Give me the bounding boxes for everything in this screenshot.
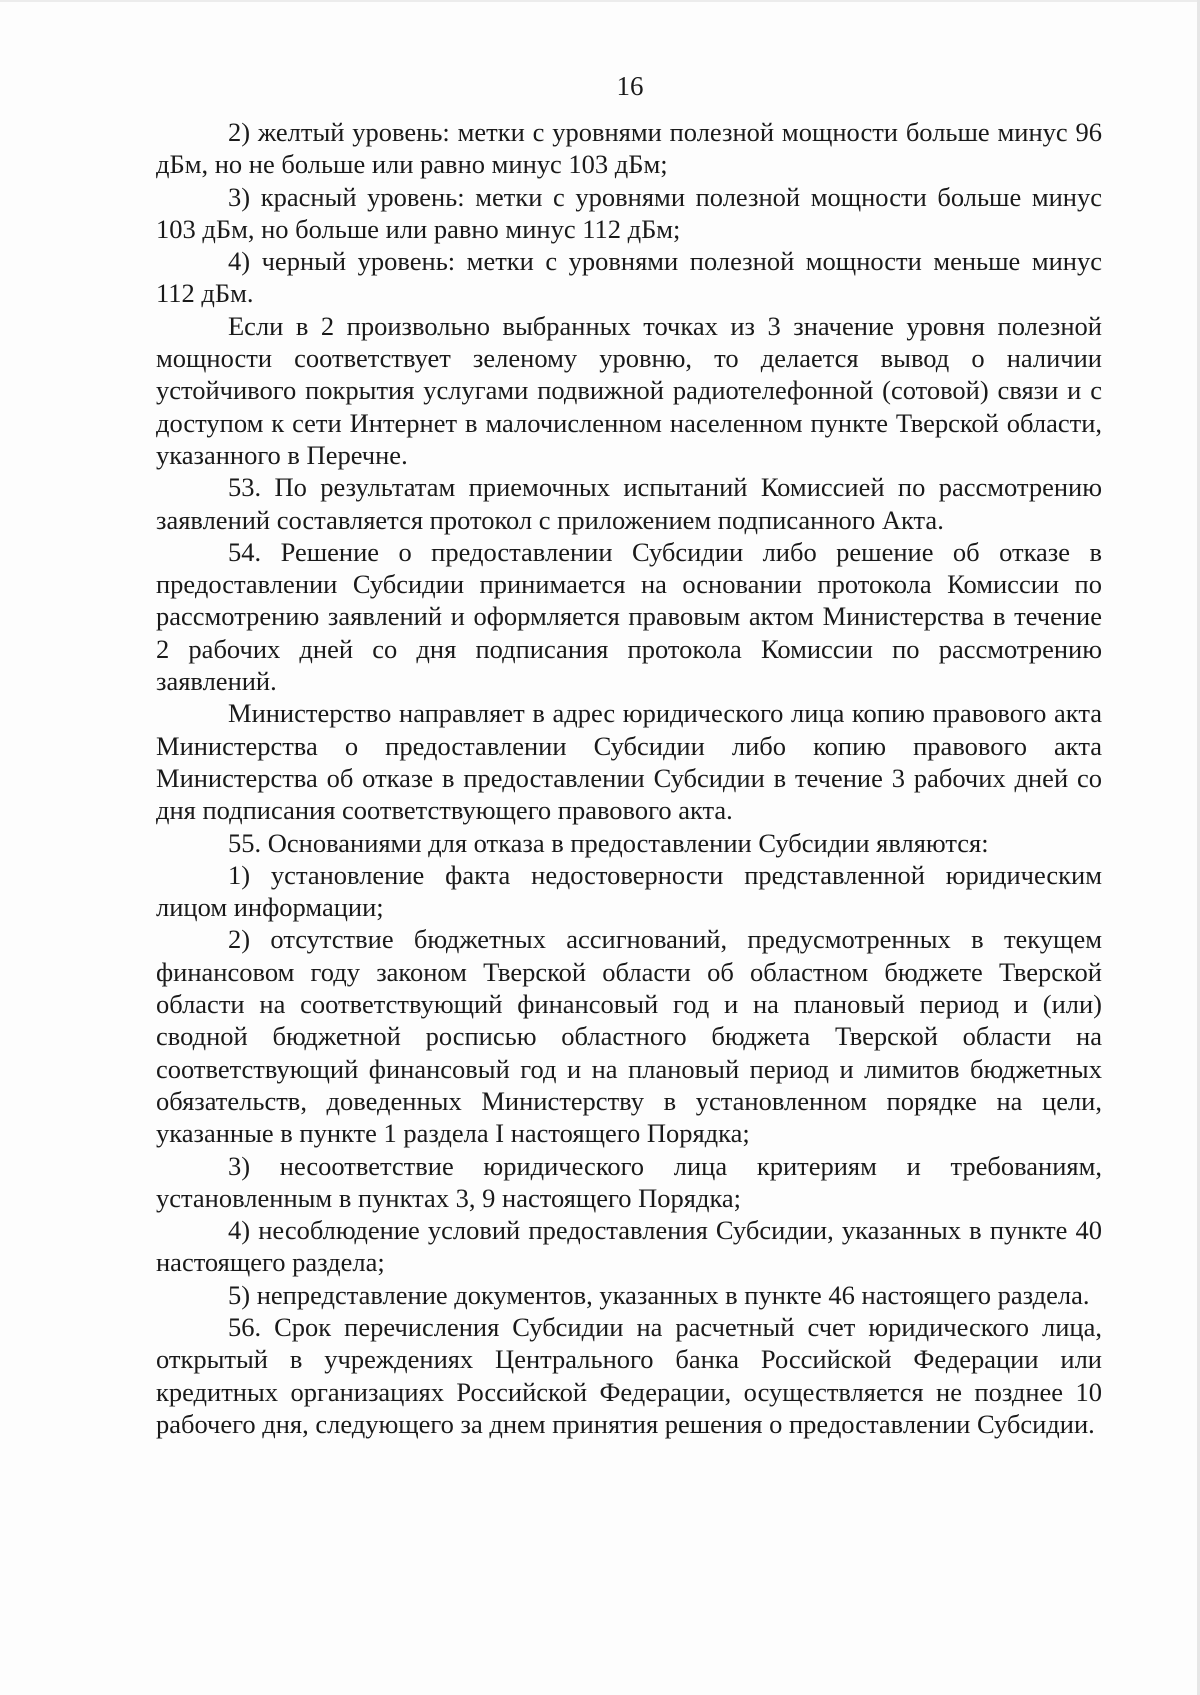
paragraph-55-item-3: 3) несоответствие юридического лица критериям и требованиям, установленным в пунктах 3, 9 настоящего Порядка; [156,1150,1102,1213]
page-number: 16 [616,71,644,101]
scan-edge-top [0,0,1200,2]
paragraph-55: 55. Основаниями для отказа в предоставлении Субсидии являются: [228,827,989,858]
document-body [156,116,1102,1440]
paragraph-56: 56. Срок перечисления Субсидии на расчетный счет юридического лица, открытый в учреждениях Центрального банка Российской Федерации или кредитных организациях Российской Федерации, осуществляется не позднее 10 рабочего дня, следующего за днем принятия решения о предоставлении Субсидии. [156,1311,1102,1439]
paragraph-ministry-notice: Министерство направляет в адрес юридического лица копию правового акта Министерства о предоставлении Субсидии либо копию правового акта Министерства об отказе в предоставлении Субсидии в течение 3 рабочих дней со дня подписания соответствующего правового акта. [156,698,1102,826]
paragraph-54: 54. Решение о предоставлении Субсидии либо решение об отказе в предоставлении Субсидии принимается на основании протокола Комиссии по рассмотрению заявлений и оформляется правовым актом Министерства в течение 2 рабочих дней со дня подписания протокола Комиссии по рассмотрению заявлений. [156,536,1102,697]
paragraph-red-level: 3) красный уровень: метки с уровнями полезной мощности больше минус 103 дБм, но больше или равно минус 112 дБм; [156,181,1102,244]
paragraph-55-item-1: 1) установление факта недостоверности представленной юридическим лицом информации; [156,859,1102,923]
paragraph-yellow-level: 2) желтый уровень: метки с уровнями полезной мощности больше минус 96 дБм, но не больше или равно минус 103 дБм; [156,117,1102,180]
paragraph-53: 53. По результатам приемочных испытаний Комиссией по рассмотрению заявлений составляется протокол с приложением подписанного Акта. [156,472,1102,535]
paragraph-55-item-5: 5) непредставление документов, указанных в пункте 46 настоящего раздела. [228,1279,1090,1310]
paragraph-55-item-2: 2) отсутствие бюджетных ассигнований, предусмотренных в текущем финансовом году законом Тверской области об областном бюджете Тверской области на соответствующий финансовый год и на плановый период и (или) сводной бюджетной росписью областного бюджета Тверской области на соответствующий финансовый год и на плановый период и лимитов бюджетных обязательств, доведенных Министерству в установленном порядке на цели, указанные в пункте 1 раздела I настоящего Порядка; [156,924,1102,1149]
paragraph-coverage-conclusion: Если в 2 произвольно выбранных точках из 3 значение уровня полезной мощности соответствует зеленому уровню, то делается вывод о наличии устойчивого покрытия услугами подвижной радиотелефонной (сотовой) связи и с доступом к сети Интернет в малочисленном населенном пункте Тверской области, указанного в Перечне. [156,310,1102,470]
paragraph-black-level: 4) черный уровень: метки с уровнями полезной мощности меньше минус 112 дБм. [156,246,1102,309]
paragraph-55-item-4: 4) несоблюдение условий предоставления Субсидии, указанных в пункте 40 настоящего раздела; [156,1215,1102,1278]
